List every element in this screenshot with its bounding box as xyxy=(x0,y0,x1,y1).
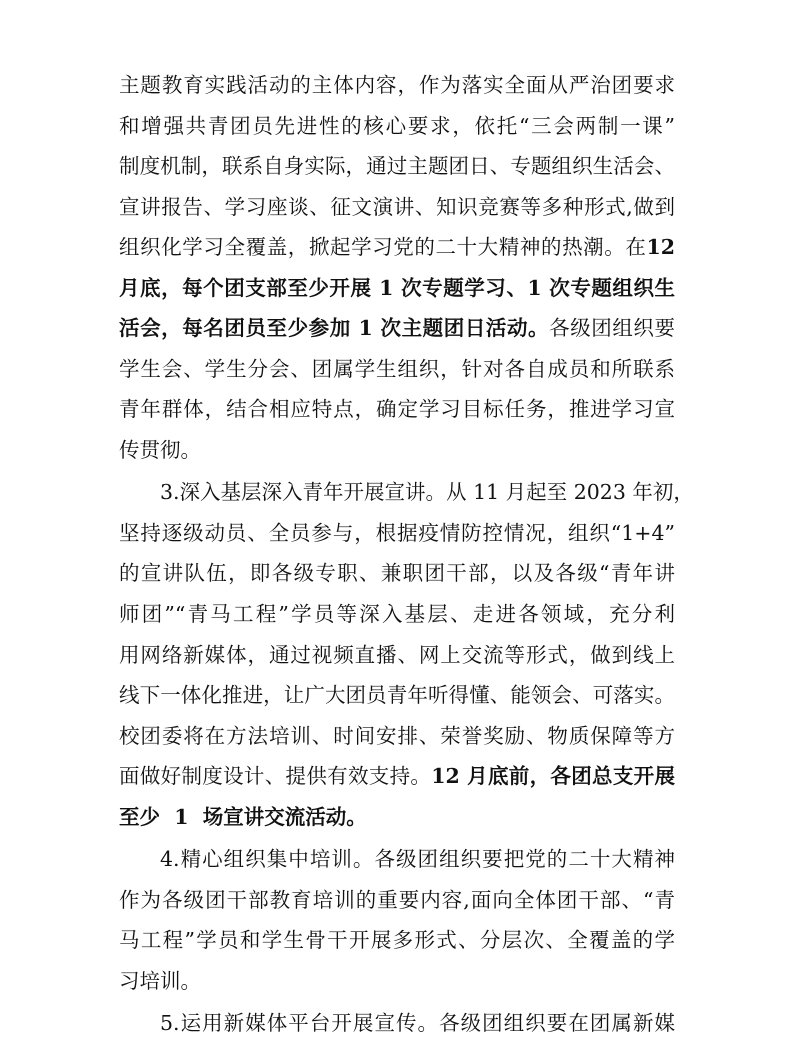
text-line: 3.深入基层深入青年开展宣讲。从 11 月起至 2023 年初， xyxy=(160,480,694,505)
text-line: 宣讲报告、学习座谈、征文演讲、知识竞赛等多种形式,做到 xyxy=(119,194,675,219)
text-line: 师团”“青马工程”学员等深入基层、走进各领域，充分利 xyxy=(119,601,675,626)
text-line: 和增强共青团员先进性的核心要求，依托“三会两制一课” xyxy=(119,113,675,138)
text-line: 的宣讲队伍，即各级专职、兼职团干部，以及各级“青年讲 xyxy=(119,561,675,586)
text-line: 4.精心组织集中培训。各级团组织要把党的二十大精神 xyxy=(160,847,675,871)
text-line: 制度机制，联系自身实际，通过主题团日、专题组织生活会、 xyxy=(119,154,675,179)
text-line: 面做好制度设计、提供有效支持。12 月底前，各团总支开展 xyxy=(119,764,675,789)
text-line: 月底，每个团支部至少开展 1 次专题学习、1 次专题组织生 xyxy=(119,275,675,300)
text-line: 主题教育实践活动的主体内容，作为落实全面从严治团要求 xyxy=(119,73,675,97)
text-line: 马工程”学员和学生骨干开展多形式、分层次、全覆盖的学 xyxy=(119,928,675,953)
text-line: 青年群体，结合相应特点，确定学习目标任务，推进学习宣 xyxy=(119,397,675,422)
text-line: 组织化学习全覆盖，掀起学习党的二十大精神的热潮。在12 xyxy=(119,235,675,260)
text-line: 习培训。 xyxy=(119,968,201,993)
text-line: 传贯彻。 xyxy=(119,438,201,462)
text-line: 作为各级团干部教育培训的重要内容,面向全体团干部、“青 xyxy=(119,887,675,912)
text-line: 用网络新媒体，通过视频直播、网上交流等形式，做到线上 xyxy=(119,642,675,667)
text-line: 线下一体化推进，让广大团员青年听得懂、能领会、可落实。 xyxy=(119,683,675,708)
text-line: 5.运用新媒体平台开展宣传。各级团组织要在团属新媒 xyxy=(160,1011,675,1035)
text-line: 校团委将在方法培训、时间安排、荣誉奖励、物质保障等方 xyxy=(119,723,675,748)
text-line: 坚持逐级动员、全员参与，根据疫情防控情况，组织“1+4” xyxy=(119,520,675,545)
text-line: 学生会、学生分会、团属学生组织，针对各自成员和所联系 xyxy=(119,356,675,381)
text-line: 至少 1 场宣讲交流活动。 xyxy=(119,804,367,829)
text-line: 活会，每名团员至少参加 1 次主题团日活动。各级团组织要 xyxy=(119,316,676,341)
